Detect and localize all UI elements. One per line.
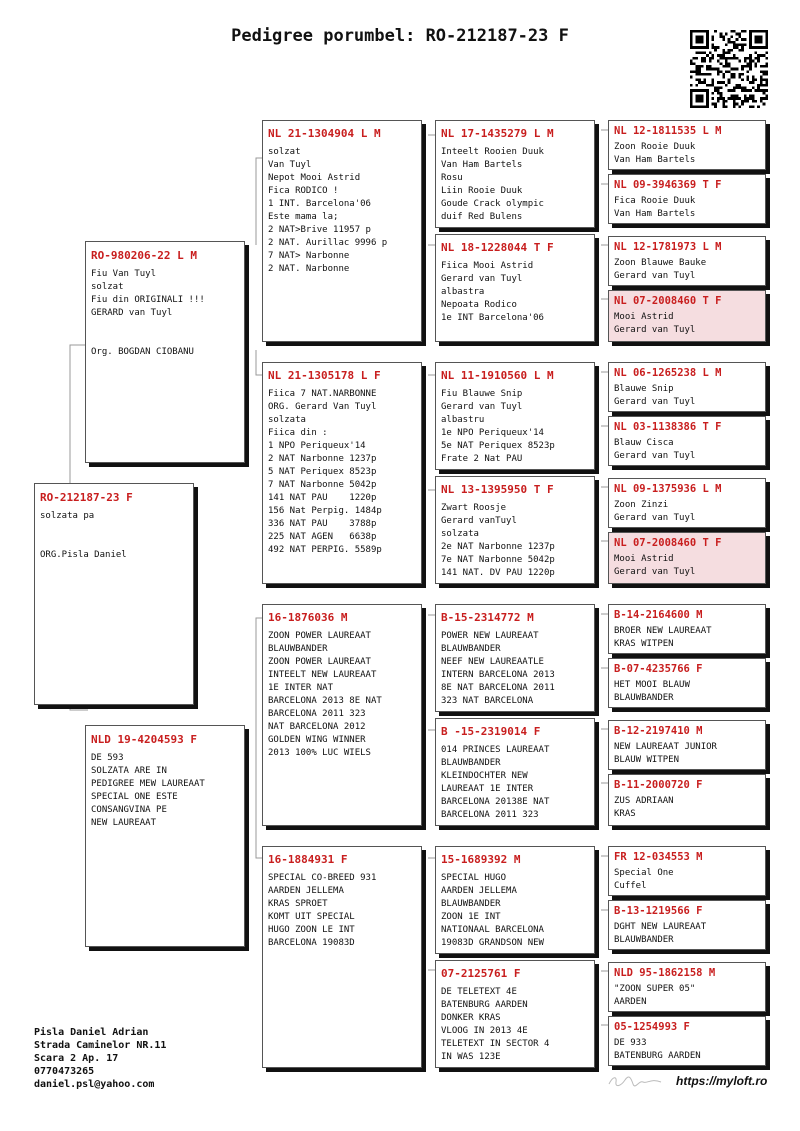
note-line: BARCELONA 20138E NAT (441, 797, 550, 807)
note-line: Van Ham Bartels (441, 160, 523, 170)
note-line: Gerard van Tuyl (441, 274, 523, 284)
pigeon-notes (436, 254, 594, 325)
ring-number: NL 06-1265238 L M (614, 367, 722, 379)
ring-number: RO-212187-23 F (40, 491, 133, 504)
note-line: BLAUW WITPEN (614, 755, 680, 765)
note-line: KOMT UIT SPECIAL (268, 912, 355, 922)
note-line (40, 523, 188, 536)
page-title: Pedigree porumbel: RO-212187-23 F (231, 26, 569, 46)
note-line: GOLDEN WING WINNER (268, 735, 366, 745)
note-line: Zwart Roosje (441, 503, 507, 513)
note-line: Liin Rooie Duuk (441, 186, 523, 196)
note-line: KLEINDOCHTER NEW (441, 771, 528, 781)
note-line: TELETEXT IN SECTOR 4 (441, 1039, 550, 1049)
note-line: BLAUWBANDER (614, 693, 674, 703)
note-line: VLOOG IN 2013 4E (441, 1026, 528, 1036)
pigeon-notes (609, 675, 765, 705)
ring-number: FR 12-034553 M (614, 851, 703, 863)
note-line: BARCELONA 2013 8E NAT (268, 696, 382, 706)
note-line: albastru (441, 415, 485, 425)
note-line: 19083D GRANDSON NEW (441, 938, 544, 948)
note-line: DE TELETEXT 4E (441, 987, 517, 997)
note-line: Fiu Van Tuyl (91, 269, 157, 279)
pigeon-card-g5-3[interactable] (608, 236, 766, 286)
note-line: Zoon Blauwe Bauke (614, 258, 707, 268)
pigeon-card-g5-1[interactable] (608, 120, 766, 170)
ring-number: NL 12-1811535 L M (614, 125, 722, 137)
note-line: Inteelt Rooien Duuk (441, 147, 544, 157)
pigeon-card-sss[interactable] (435, 120, 595, 228)
pigeon-notes (609, 379, 765, 409)
note-line: Zoon Zinzi (614, 500, 669, 510)
pigeon-card-g5-10[interactable] (608, 658, 766, 708)
pigeon-notes (609, 791, 765, 821)
note-line: Org. BOGDAN CIOBANU (91, 347, 194, 357)
note-line: KRAS WITPEN (614, 639, 674, 649)
ring-number: NL 13-1395950 T F (441, 483, 554, 496)
pigeon-notes (436, 980, 594, 1064)
note-line: SPECIAL ONE ESTE (91, 792, 178, 802)
pigeon-notes (263, 866, 421, 950)
note-line: 5e NAT Periquex 8523p (441, 441, 555, 451)
note-line: Gerard van Tuyl (614, 325, 696, 335)
note-line: Rosu (441, 173, 463, 183)
pigeon-card-g5-2[interactable] (608, 174, 766, 224)
note-line: BLAUWBANDER (268, 644, 328, 654)
note-line: Nepoata Rodico (441, 300, 517, 310)
pigeon-card-ddd[interactable] (435, 960, 595, 1068)
note-line: 5 NAT Periquex 8523p (268, 467, 377, 477)
pigeon-notes (436, 624, 594, 708)
note-line: Fica Rooie Duuk (614, 196, 696, 206)
pigeon-notes (436, 496, 594, 580)
ring-number: B-14-2164600 M (614, 609, 703, 621)
note-line: 1e NPO Periqueux'14 (441, 428, 544, 438)
note-line: 8E NAT BARCELONA 2011 (441, 683, 555, 693)
owner-name: Pisla Daniel Adrian (34, 1027, 149, 1038)
note-line: Mooi Astrid (614, 554, 674, 564)
owner-phone: 0770473265 (34, 1066, 95, 1077)
ring-number: 16-1884931 F (268, 853, 348, 866)
note-line: Gerard van Tuyl (614, 397, 696, 407)
note-line: ZOON 1E INT (441, 912, 501, 922)
note-line: SOLZATA ARE IN (91, 766, 167, 776)
pigeon-notes (609, 863, 765, 893)
note-line: AARDEN JELLEMA (268, 886, 344, 896)
pigeon-notes (86, 746, 244, 830)
note-line: Frate 2 Nat PAU (441, 454, 523, 464)
pigeon-notes (609, 137, 765, 167)
note-line: 7 NAT Narbonne 5042p (268, 480, 377, 490)
pigeon-card-g5-14[interactable] (608, 900, 766, 950)
ring-number: B -15-2319014 F (441, 725, 541, 738)
pigeon-card-g5-8[interactable] (608, 532, 766, 584)
note-line: 141 NAT. DV PAU 1220p (441, 568, 555, 578)
pigeon-notes (609, 979, 765, 1009)
note-line: 1E INTER NAT (268, 683, 334, 693)
note-line: BLAUWBANDER (441, 758, 501, 768)
note-line: albastra (441, 287, 485, 297)
pigeon-card-ssd[interactable] (435, 234, 595, 342)
note-line: ORG.Pisla Daniel (40, 550, 127, 560)
pigeon-notes (609, 495, 765, 525)
pigeon-notes (436, 382, 594, 466)
ring-number: RO-980206-22 L M (91, 249, 197, 262)
note-line: Goude Crack olympic (441, 199, 544, 209)
note-line: LAUREAAT 1E INTER (441, 784, 534, 794)
note-line: INTERN BARCELONA 2013 (441, 670, 555, 680)
note-line: BATENBURG AARDEN (441, 1000, 528, 1010)
ring-number: NL 18-1228044 T F (441, 241, 554, 254)
pigeon-card-dsd[interactable] (435, 718, 595, 826)
note-line: Gerard van Tuyl (614, 451, 696, 461)
note-line: 2013 100% LUC WIELS (268, 748, 371, 758)
pigeon-notes (35, 504, 193, 562)
ring-number: B-11-2000720 F (614, 779, 703, 791)
pigeon-notes (263, 624, 421, 760)
note-line: 336 NAT PAU 3788p (268, 519, 377, 529)
note-line: KRAS SPROET (268, 899, 328, 909)
note-line: Blauwe Snip (614, 384, 674, 394)
ring-number: NL 09-3946369 T F (614, 179, 722, 191)
pigeon-card-g5-13[interactable] (608, 846, 766, 896)
note-line: ZOON POWER LAUREAAT (268, 631, 371, 641)
note-line: IN WAS 123E (441, 1052, 501, 1062)
note-line: Este mama la; (268, 212, 339, 222)
note-line: PEDIGREE MEW LAUREAAT (91, 779, 205, 789)
note-line: 1 INT. Barcelona'06 (268, 199, 371, 209)
ring-number: B-13-1219566 F (614, 905, 703, 917)
pigeon-notes (609, 253, 765, 283)
note-line: BROER NEW LAUREAAT (614, 626, 712, 636)
pigeon-notes (609, 433, 765, 463)
note-line: Gerard van Tuyl (614, 513, 696, 523)
note-line: 492 NAT PERPIG. 5589p (268, 545, 382, 555)
note-line: DE 593 (91, 753, 124, 763)
note-line: Fiu din ORIGINALI !!! (91, 295, 205, 305)
pigeon-card-g5-4[interactable] (608, 290, 766, 342)
ring-number: 15-1689392 M (441, 853, 521, 866)
note-line: Gerard van Tuyl (441, 402, 523, 412)
note-line: Cuffel (614, 881, 647, 891)
note-line: 1e INT Barcelona'06 (441, 313, 544, 323)
note-line: ORG. Gerard Van Tuyl (268, 402, 377, 412)
pigeon-card-g5-12[interactable] (608, 774, 766, 826)
pigeon-card-g5-15[interactable] (608, 962, 766, 1012)
ring-number: NL 12-1781973 L M (614, 241, 722, 253)
pigeon-card-g5-11[interactable] (608, 720, 766, 770)
note-line: SPECIAL HUGO (441, 873, 507, 883)
note-line: 014 PRINCES LAUREAAT (441, 745, 550, 755)
note-line: BARCELONA 19083D (268, 938, 355, 948)
note-line: Gerard van Tuyl (614, 567, 696, 577)
note-line: BLAUWBANDER (614, 935, 674, 945)
note-line: POWER NEW LAUREAAT (441, 631, 539, 641)
note-line: Fiica Mooi Astrid (441, 261, 534, 271)
pigeon-card-g5-16[interactable] (608, 1016, 766, 1066)
ring-number: NL 07-2008460 T F (614, 295, 722, 307)
note-line: 323 NAT BARCELONA (441, 696, 534, 706)
note-line: BARCELONA 2011 323 (268, 709, 366, 719)
note-line: ZUS ADRIAAN (614, 796, 674, 806)
note-line: Van Ham Bartels (614, 209, 696, 219)
note-line: 2 NAT Narbonne 1237p (268, 454, 377, 464)
note-line: 7e NAT Narbonne 5042p (441, 555, 555, 565)
pigeon-notes (263, 140, 421, 276)
note-line: ZOON POWER LAUREAAT (268, 657, 371, 667)
pigeon-notes (609, 549, 765, 579)
ring-number: 07-2125761 F (441, 967, 521, 980)
pigeon-notes (436, 738, 594, 822)
note-line: BLAUWBANDER (441, 644, 501, 654)
owner-contact (34, 1026, 166, 1091)
note-line: DE 933 (614, 1038, 647, 1048)
note-line: Fiica din : (268, 428, 328, 438)
pigeon-card-ss[interactable] (262, 120, 422, 342)
note-line: NEW LAUREAAT JUNIOR (614, 742, 717, 752)
ring-number: NL 03-1138386 T F (614, 421, 722, 433)
note-line: solzata (441, 529, 479, 539)
note-line: Van Ham Bartels (614, 155, 696, 165)
note-line: KRAS (614, 809, 636, 819)
pigeon-card-dds[interactable] (435, 846, 595, 954)
note-line: 2e NAT Narbonne 1237p (441, 542, 555, 552)
pigeon-notes (436, 140, 594, 224)
note-line: DGHT NEW LAUREAAT (614, 922, 707, 932)
ring-number: NL 11-1910560 L M (441, 369, 554, 382)
signature-icon (607, 1072, 663, 1090)
note-line: Nepot Mooi Astrid (268, 173, 361, 183)
note-line: 141 NAT PAU 1220p (268, 493, 377, 503)
ring-number: NL 09-1375936 L M (614, 483, 722, 495)
pigeon-notes (609, 737, 765, 767)
note-line: NAT BARCELONA 2012 (268, 722, 366, 732)
note-line: Van Tuyl (268, 160, 312, 170)
note-line: NEEF NEW LAUREAATLE (441, 657, 544, 667)
note-line: GERARD van Tuyl (91, 308, 173, 318)
note-line: solzata pa (40, 511, 95, 521)
note-line: HUGO ZOON LE INT (268, 925, 355, 935)
pigeon-card-sd[interactable] (262, 362, 422, 584)
note-line: AARDEN JELLEMA (441, 886, 517, 896)
note-line: Fica RODICO ! (268, 186, 339, 196)
note-line: Gerard van Tuyl (614, 271, 696, 281)
note-line (91, 320, 239, 333)
pigeon-card-sdd[interactable] (435, 476, 595, 584)
note-line: NEW LAUREAAT (91, 818, 157, 828)
pigeon-card-g5-5[interactable] (608, 362, 766, 412)
note-line: AARDEN (614, 997, 647, 1007)
ring-number: NL 07-2008460 T F (614, 537, 722, 549)
ring-number: B-07-4235766 F (614, 663, 703, 675)
owner-email: daniel.psl@yahoo.com (34, 1079, 155, 1090)
note-line: solzata (268, 415, 306, 425)
ring-number: B-15-2314772 M (441, 611, 534, 624)
pigeon-card-sds[interactable] (435, 362, 595, 470)
pigeon-notes (609, 307, 765, 337)
note-line: Mooi Astrid (614, 312, 674, 322)
note-line: CONSANGVINA PE (91, 805, 167, 815)
note-line (40, 536, 188, 549)
pigeon-notes (263, 382, 421, 557)
pigeon-notes (609, 191, 765, 221)
ring-number: 05-1254993 F (614, 1021, 690, 1033)
note-line: INTEELT NEW LAUREAAT (268, 670, 377, 680)
pigeon-card-subject[interactable] (34, 483, 194, 705)
note-line: "ZOON SUPER 05" (614, 984, 696, 994)
note-line: 7 NAT> Narbonne (268, 251, 350, 261)
note-line: NATIONAAL BARCELONA (441, 925, 544, 935)
pigeon-notes (86, 262, 244, 359)
note-line: 156 Nat Perpig. 1484p (268, 506, 382, 516)
note-line: Zoon Rooie Duuk (614, 142, 696, 152)
note-line: BARCELONA 2011 323 (441, 810, 539, 820)
pigeon-card-sire[interactable] (85, 241, 245, 463)
ring-number: NL 21-1305178 L F (268, 369, 381, 382)
pigeon-notes (436, 866, 594, 950)
ring-number: 16-1876036 M (268, 611, 348, 624)
note-line: HET MOOI BLAUW (614, 680, 690, 690)
note-line: 2 NAT. Aurillac 9996 p (268, 238, 388, 248)
note-line: Blauw Cisca (614, 438, 674, 448)
note-line: 1 NPO Periqueux'14 (268, 441, 366, 451)
note-line: solzat (91, 282, 124, 292)
ring-number: NLD 19-4204593 F (91, 733, 197, 746)
pigeon-notes (609, 917, 765, 947)
pigeon-notes (609, 1033, 765, 1063)
note-line: solzat (268, 147, 301, 157)
pigeon-card-dd[interactable] (262, 846, 422, 1068)
ring-number: NLD 95-1862158 M (614, 967, 716, 979)
ring-number: B-12-2197410 M (614, 725, 703, 737)
owner-building: Scara 2 Ap. 17 (34, 1053, 119, 1064)
pigeon-card-g5-9[interactable] (608, 604, 766, 654)
note-line: 225 NAT AGEN 6638p (268, 532, 377, 542)
website-link[interactable]: https://myloft.ro (676, 1074, 768, 1088)
note-line: 2 NAT. Narbonne (268, 264, 350, 274)
note-line: Fiu Blauwe Snip (441, 389, 523, 399)
pigeon-card-dss[interactable] (435, 604, 595, 712)
pigeon-card-dam[interactable] (85, 725, 245, 947)
note-line: duif Red Bulens (441, 212, 523, 222)
note-line: BATENBURG AARDEN (614, 1051, 701, 1061)
pigeon-notes (609, 621, 765, 651)
pigeon-card-ds[interactable] (262, 604, 422, 826)
owner-street: Strada Caminelor NR.11 (34, 1040, 167, 1051)
note-line: DONKER KRAS (441, 1013, 501, 1023)
ring-number: NL 17-1435279 L M (441, 127, 554, 140)
pigeon-card-g5-7[interactable] (608, 478, 766, 528)
note-line (91, 333, 239, 346)
note-line: SPECIAL CO-BREED 931 (268, 873, 377, 883)
note-line: Special One (614, 868, 674, 878)
pigeon-card-g5-6[interactable] (608, 416, 766, 466)
note-line: Fiica 7 NAT.NARBONNE (268, 389, 377, 399)
note-line: 2 NAT>Brive 11957 p (268, 225, 371, 235)
note-line: BLAUWBANDER (441, 899, 501, 909)
note-line: Gerard vanTuyl (441, 516, 517, 526)
ring-number: NL 21-1304904 L M (268, 127, 381, 140)
